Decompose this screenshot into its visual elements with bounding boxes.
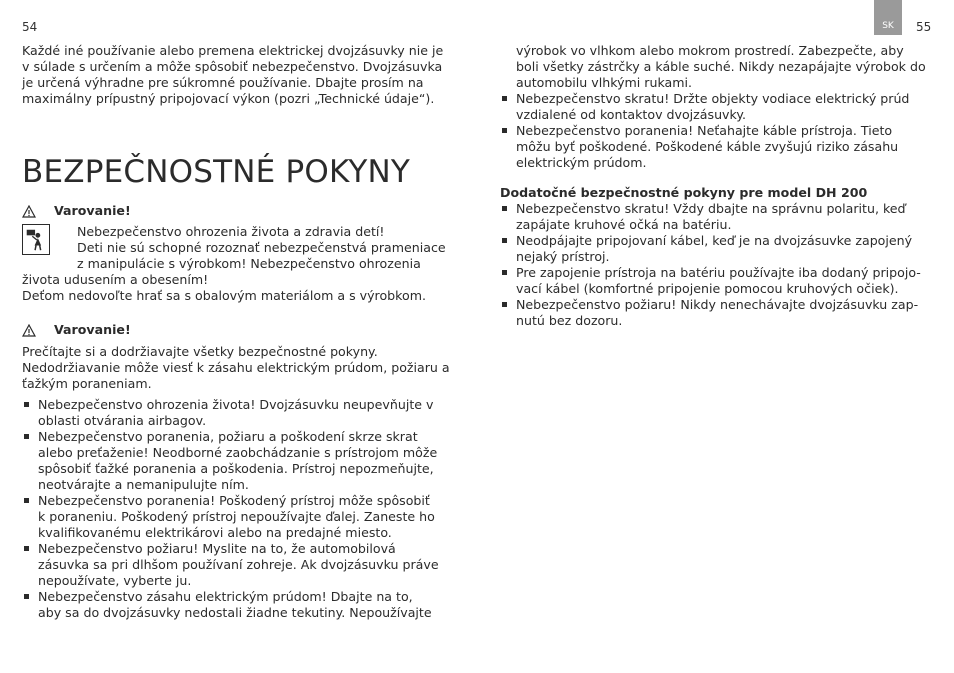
right-bullet-list	[500, 91, 940, 171]
warning-label-2: Varovanie!	[54, 322, 131, 337]
list-item: Nebezpečenstvo skratu! Držte objekty vodiace elektrický prúd vzdialené od kontaktov dvojzásuvky.	[500, 91, 940, 123]
model-subheading: Dodatočné bezpečnostné pokyny pre model DH 200	[500, 185, 868, 200]
child-warning	[22, 224, 452, 304]
warning-2-text: Prečítajte si a dodržiavajte všetky bezpečnostné pokyny. Nedodržiavanie môže viesť k zásahu elektrickým prúdom, požiaru a ťažkým poraneniam.	[22, 344, 450, 391]
warning-label: Varovanie!	[54, 203, 131, 218]
page-number-left: 54	[22, 20, 38, 34]
warning-heading-2	[22, 322, 454, 338]
page-title: BEZPEČNOSTNÉ POKYNY	[22, 154, 411, 190]
child-danger-icon	[22, 224, 50, 255]
language-tab: SK	[874, 0, 902, 35]
child-warning-text: Nebezpečenstvo ohrozenia života a zdravia detí! Deti nie sú schopné rozoznať nebezpečenstvá prameniace z manipulácie s výrobkom! Nebezpečenstvo ohrozenia	[77, 224, 446, 271]
list-item: Nebezpečenstvo zásahu elektrickým prúdom! Dbajte na to, aby sa do dvojzásuvky nedostali žiadne tekutiny. Nepoužívajte	[22, 589, 454, 621]
warning-triangle-icon	[22, 205, 36, 218]
list-item: Nebezpečenstvo ohrozenia života! Dvojzásuvku neupevňujte v oblasti otvárania airbagov.	[22, 397, 454, 429]
page-number-right: 55	[916, 20, 932, 34]
list-item: Nebezpečenstvo poranenia, požiaru a poškodení skrze skrat alebo preťaženie! Neodborné zaobchádzanie s prístrojom môže spôsobiť ťažké poranenia a poškodenia. Prístroj nepozmeňujte, neotvárajte a nemanipulujte ním.	[22, 429, 454, 493]
list-item: Nebezpečenstvo skratu! Vždy dbajte na správnu polaritu, keď zapájate kruhové očká na batériu.	[500, 201, 940, 233]
list-item: Nebezpečenstvo poranenia! Poškodený prístroj môže spôsobiť k poraneniu. Poškodený prístroj nepoužívajte ďalej. Zaneste ho kvalifikovanému elektrikárovi alebo na predajné miesto.	[22, 493, 454, 541]
intro-paragraph: Každé iné používanie alebo premena elektrickej dvojzásuvky nie je v súlade s určením a môže spôsobiť nebezpečenstvo. Dvojzásuvka je určená výhradne pre súkromné používanie. Dbajte prosím na maximálny prípustný pripojovací výkon (pozri „Technické údaje“).	[22, 43, 444, 106]
list-item: Nebezpečenstvo poranenia! Neťahajte káble prístroja. Tieto môžu byť poškodené. Poškodené káble zvyšujú riziko zásahu elektrickým prúdom.	[500, 123, 940, 171]
right-column	[500, 43, 940, 329]
left-bullet-list	[22, 397, 454, 621]
list-item: Nebezpečenstvo požiaru! Myslite na to, že automobilová zásuvka sa pri dlhšom používaní zohreje. Ak dvojzásuvku práve nepoužívate, vyberte ju.	[22, 541, 454, 589]
warning-heading	[22, 203, 452, 219]
list-item: Neodpájajte pripojovaní kábel, keď je na dvojzásuvke zapojený nejaký prístroj.	[500, 233, 940, 265]
model-bullet-list	[500, 201, 940, 329]
continuation-text: výrobok vo vlhkom alebo mokrom prostredí. Zabezpečte, aby boli všetky zástrčky a káble suché. Nikdy nezapájajte výrobok do automobilu vlhkými rukami.	[516, 43, 926, 90]
warning-2	[22, 322, 454, 621]
warning-triangle-icon	[22, 324, 36, 337]
left-intro	[22, 43, 452, 107]
list-item: Nebezpečenstvo požiaru! Nikdy nenechávajte dvojzásuvku zap- nutú bez dozoru.	[500, 297, 940, 329]
warning-1	[22, 203, 452, 219]
child-warning-text-continued: života udusením a obesením! Deťom nedovoľte hrať sa s obalovým materiálom a s výrobkom.	[22, 272, 426, 303]
list-item: Pre zapojenie prístroja na batériu používajte iba dodaný pripojo- vací kábel (komfortné pripojenie pomocou kruhových očiek).	[500, 265, 940, 297]
